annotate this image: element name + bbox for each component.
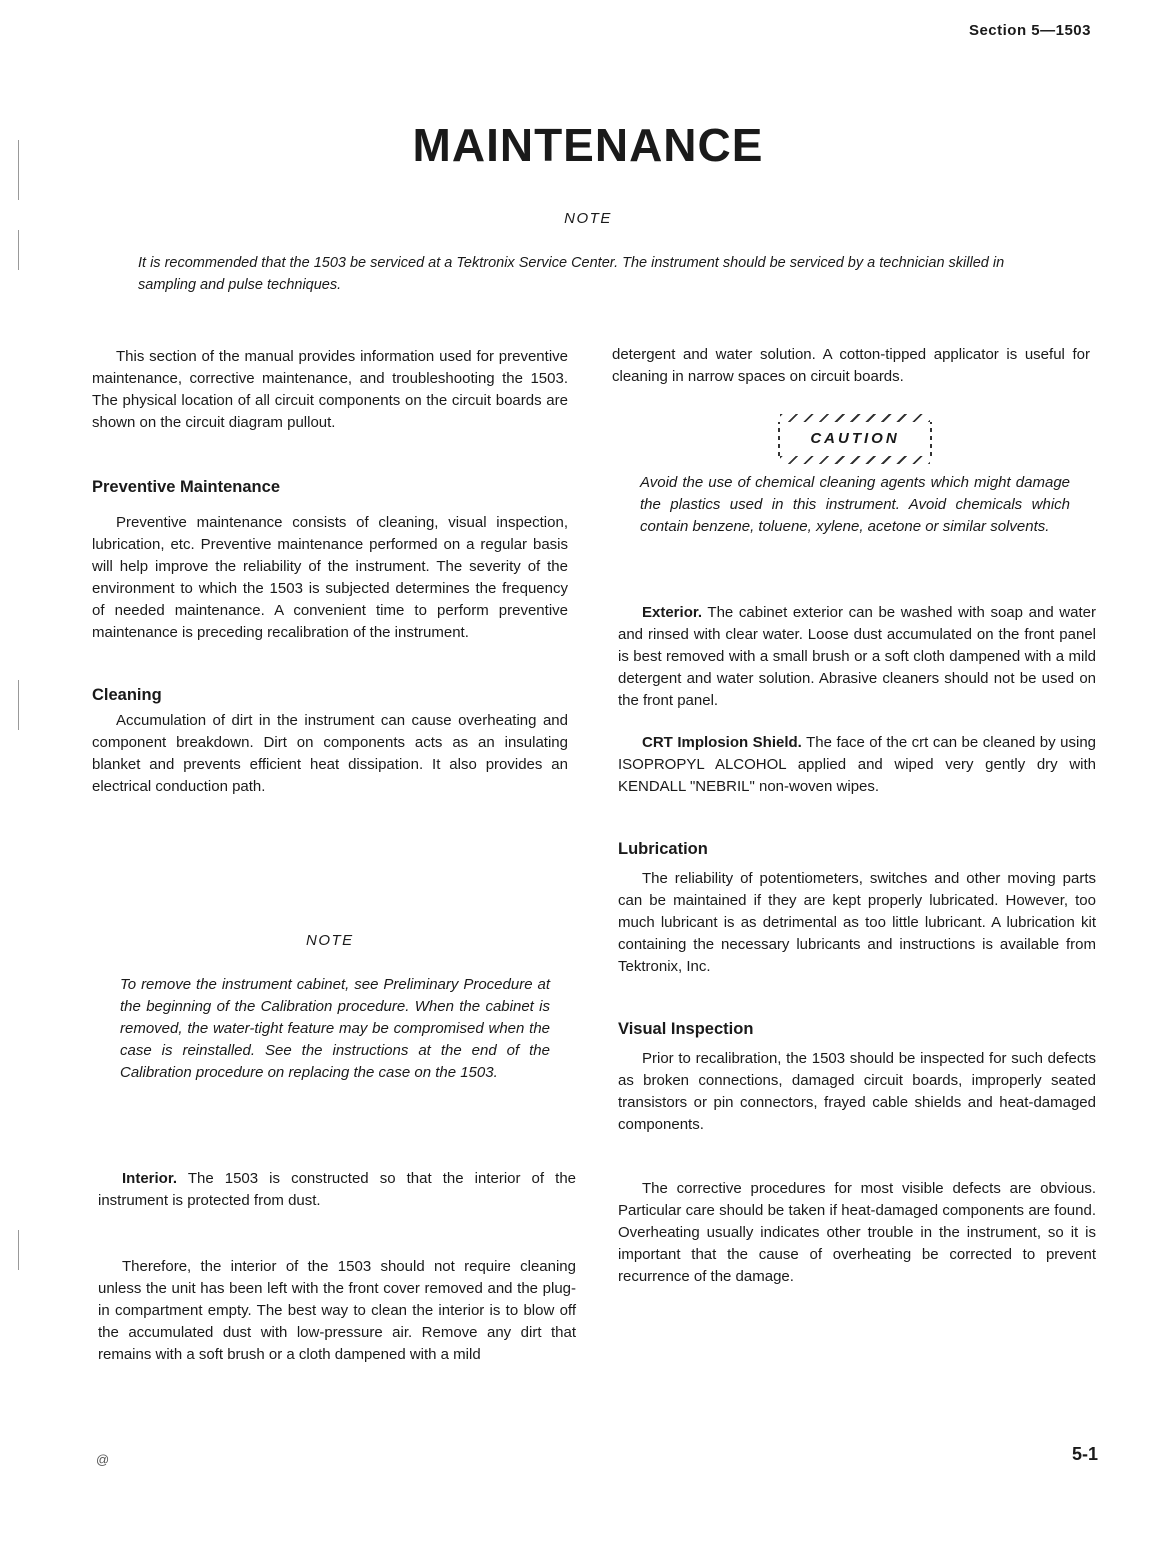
- cleaning-heading: Cleaning: [92, 686, 162, 704]
- therefore-paragraph: Therefore, the interior of the 1503 should not require cleaning unless the unit has been left with the front cover removed and the plug-in compartment empty. The best way to clean the interior is to blow off the accumulated dust with low-pressure air. Remove any dirt that remains with a soft brush or a cloth dampened with a mild: [98, 1258, 576, 1363]
- exterior-paragraph: [618, 602, 1096, 712]
- crt-paragraph: [618, 732, 1096, 798]
- crt-label: CRT Implosion Shield.: [642, 734, 802, 751]
- section-reference: Section 5—1503: [968, 22, 1091, 39]
- interior-paragraph: [98, 1168, 576, 1212]
- copyright-symbol: @: [96, 1452, 110, 1467]
- caution-border-bottom: [780, 456, 930, 464]
- caution-label: CAUTION: [810, 430, 900, 447]
- margin-mark: [18, 680, 19, 730]
- interior-text: The 1503 is constructed so that the interior of the instrument is protected from dust.: [98, 1170, 576, 1209]
- corrective-paragraph: The corrective procedures for most visible defects are obvious. Particular care should be taken if heat-damaged components are found. Overheating usually indicates other trouble in the instrument, so it is important that the cause of overheating be corrected to prevent recurrence of the damage.: [618, 1180, 1096, 1285]
- right-column: [618, 602, 1096, 1288]
- continuation-paragraph: detergent and water solution. A cotton-tipped applicator is useful for cleaning in narrow spaces on circuit boards.: [612, 346, 1090, 385]
- exterior-text: The cabinet exterior can be washed with soap and water and rinsed with clear water. Loose dust accumulated on the front panel is best removed with a small brush or a soft cloth dampened with a mild detergent and water solution. Abrasive cleaners should not be used on the front panel.: [618, 604, 1096, 709]
- intro-paragraph: This section of the manual provides information used for preventive maintenance, corrective maintenance, and troubleshooting the 1503. The physical location of all circuit components on the circuit boards are shown on the circuit diagram pullout.: [92, 348, 568, 431]
- caution-box: [776, 414, 934, 464]
- caution-border-top: [780, 414, 930, 422]
- page-number: 5-1: [1071, 1444, 1098, 1464]
- top-note-heading: NOTE: [564, 210, 612, 227]
- visual-inspection-paragraph: Prior to recalibration, the 1503 should be inspected for such defects as broken connections, damaged circuit boards, improperly seated transistors or pin connectors, frayed cable shields and heat-damaged components.: [618, 1050, 1096, 1133]
- lubrication-heading: Lubrication: [618, 840, 708, 858]
- preventive-maintenance-paragraph: Preventive maintenance consists of cleaning, visual inspection, lubrication, etc. Preventive maintenance performed on a regular basis will help improve the reliability of the instrument. The severity of the environment to which the 1503 is subjected determines the frequency of needed maintenance. A convenient time to perform preventive maintenance is preceding recalibration of the instrument.: [92, 514, 568, 641]
- caution-body: Avoid the use of chemical cleaning agents which might damage the plastics used in this instrument. Avoid chemicals which contain benzene, toluene, xylene, acetone or similar solvents.: [640, 474, 1070, 535]
- cleaning-paragraph: Accumulation of dirt in the instrument can cause overheating and component breakdown. Dirt on components acts as an insulating blanket and prevents efficient heat dissipation. It also provides an electrical conduction path.: [92, 712, 568, 795]
- preventive-maintenance-heading: Preventive Maintenance: [92, 478, 280, 496]
- crt-text: The face of the crt can be cleaned by using ISOPROPYL ALCOHOL applied and wiped very gently dry with KENDALL "NEBRIL" non-woven wipes.: [618, 734, 1096, 795]
- margin-mark: [18, 230, 19, 270]
- left-column-lower: [98, 1168, 576, 1366]
- visual-inspection-heading: Visual Inspection: [618, 1020, 754, 1038]
- cleaning-note-heading: NOTE: [306, 932, 354, 949]
- left-column: [92, 346, 568, 798]
- page-title: MAINTENANCE: [412, 119, 764, 171]
- lubrication-paragraph: The reliability of potentiometers, switches and other moving parts can be maintained if they are kept properly lubricated. However, too much lubricant is as detrimental as too little lubricant. A lubrication kit containing the necessary lubricants and instructions is available from Tektronix, Inc.: [618, 870, 1096, 975]
- interior-label: Interior.: [122, 1170, 178, 1187]
- margin-mark: [18, 1230, 19, 1270]
- exterior-label: Exterior.: [642, 604, 703, 621]
- cleaning-note-body: To remove the instrument cabinet, see Preliminary Procedure at the beginning of the Calibration procedure. When the cabinet is removed, the water-tight feature may be compromised when the case is reinstalled. See the instructions at the end of the Calibration procedure on replacing the case on the 1503.: [120, 976, 550, 1081]
- top-note-body: It is recommended that the 1503 be serviced at a Tektronix Service Center. The instrument should be serviced by a technician skilled in sampling and pulse techniques.: [138, 255, 1005, 293]
- right-column-top: [612, 344, 1090, 388]
